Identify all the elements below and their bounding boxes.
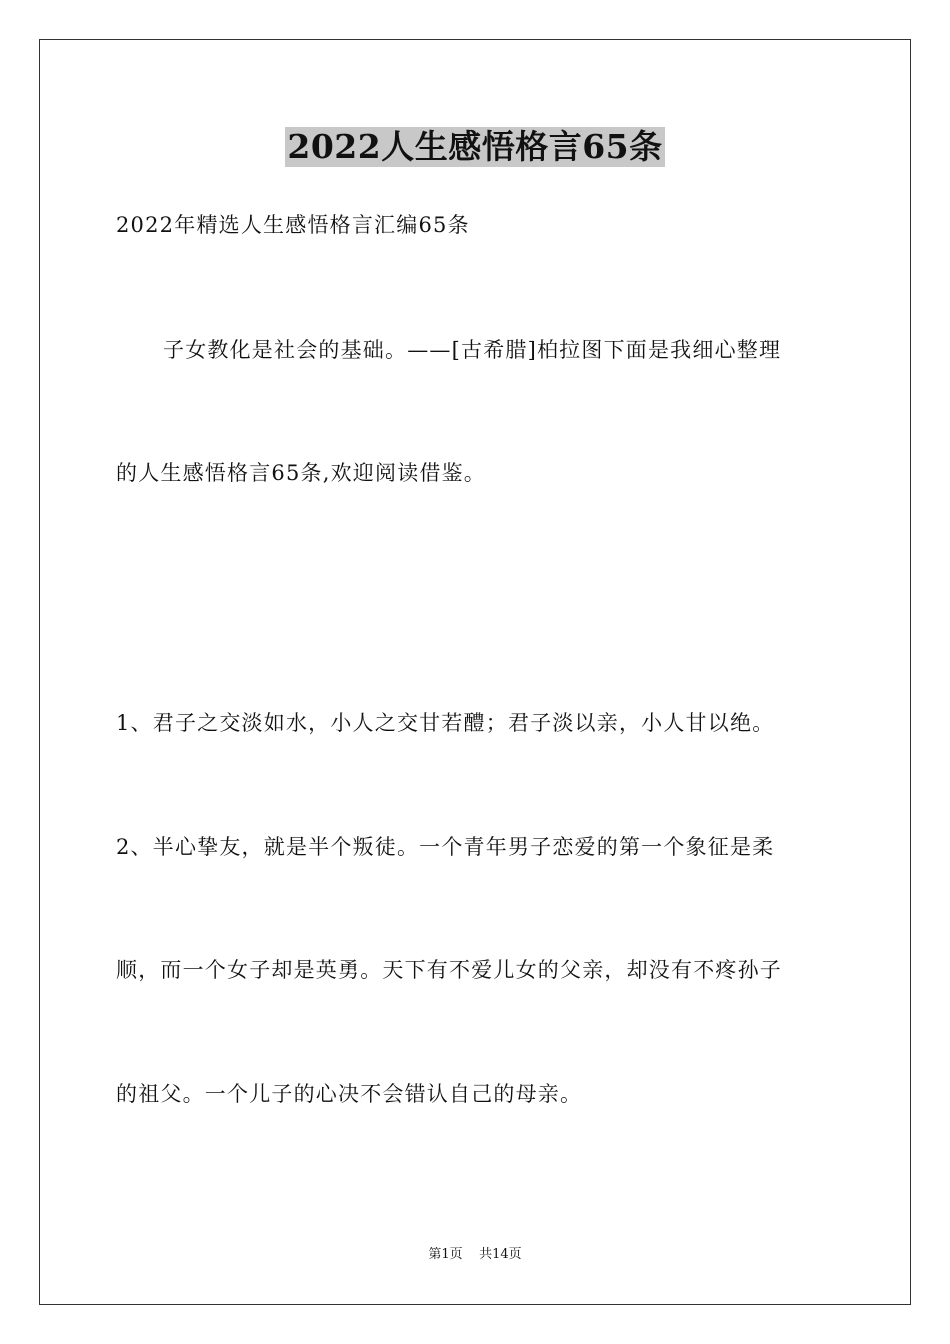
quote-item-1: 1、君子之交淡如水，小人之交甘若醴；君子淡以亲，小人甘以绝。 (116, 711, 775, 735)
document-title: 2022人生感悟格言65条 (287, 127, 663, 166)
intro-line-1: 子女教化是社会的基础。——[古希腊]柏拉图下面是我细心整理 (163, 338, 782, 362)
quote-item-2-line-3: 的祖父。一个儿子的心决不会错认自己的母亲。 (116, 1082, 583, 1106)
intro-line-2: 的人生感悟格言65条,欢迎阅读借鉴。 (116, 461, 486, 485)
page-total: 共14页 (479, 1247, 522, 1262)
subtitle-line: 2022年精选人生感悟格言汇编65条 (116, 213, 470, 237)
page-footer (0, 1246, 950, 1264)
title-container (0, 127, 950, 167)
quote-item-2-line-1: 2、半心挚友，就是半个叛徒。一个青年男子恋爱的第一个象征是柔 (116, 835, 775, 859)
page-number: 第1页 (428, 1247, 463, 1262)
quote-item-2-line-2: 顺，而一个女子却是英勇。天下有不爱儿女的父亲，却没有不疼孙子 (116, 958, 782, 982)
